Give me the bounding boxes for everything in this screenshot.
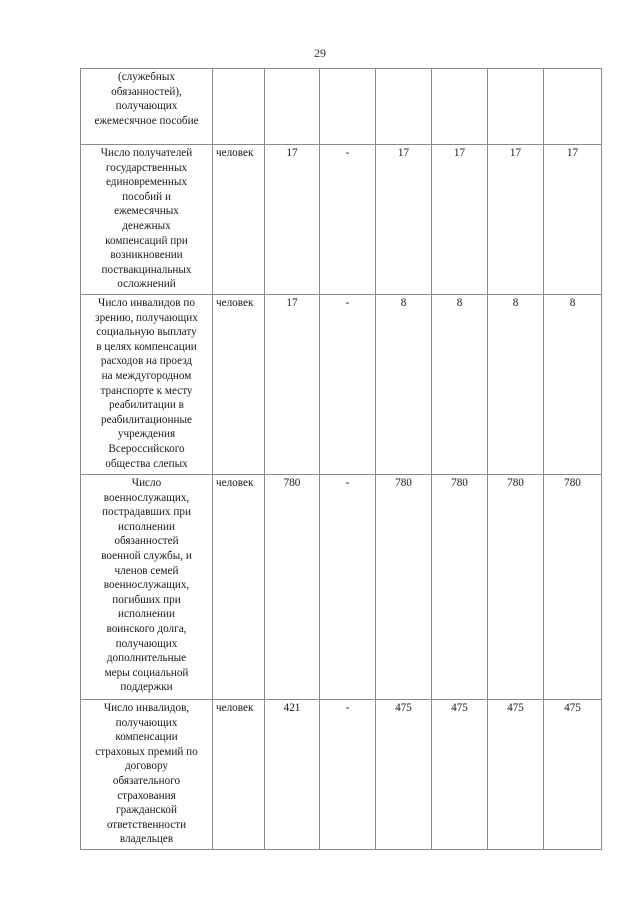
- value-cell-dash: -: [320, 700, 376, 850]
- page-number: 29: [314, 46, 326, 60]
- indicator-label: Число инвалидов, получающих компенсации страховых премий по договору обязательного страхования гражданской ответственности владельцев: [81, 700, 213, 850]
- value-cell: 8: [488, 295, 544, 475]
- value-cell-dash: -: [320, 475, 376, 700]
- value-cell: [488, 69, 544, 145]
- value-cell: 475: [432, 700, 488, 850]
- value-cell-dash: -: [320, 145, 376, 295]
- value-cell-dash: -: [320, 295, 376, 475]
- value-cell: 17: [432, 145, 488, 295]
- unit-cell: человек: [213, 475, 265, 700]
- value-cell: [432, 69, 488, 145]
- value-cell: 8: [544, 295, 602, 475]
- table-row: [81, 69, 602, 145]
- value-cell: 475: [488, 700, 544, 850]
- value-cell-base: 421: [265, 700, 320, 850]
- value-cell: 780: [544, 475, 602, 700]
- indicator-label: Число получателей государственных единовременных пособий и ежемесячных денежных компенсаций при возникновении поствакцинальных осложнений: [81, 145, 213, 295]
- unit-cell: человек: [213, 145, 265, 295]
- value-cell: 17: [488, 145, 544, 295]
- table-row: [81, 700, 602, 850]
- value-cell-base: 17: [265, 295, 320, 475]
- value-cell: 17: [376, 145, 432, 295]
- indicator-label: Число военнослужащих, пострадавших при исполнении обязанностей военной службы, и членов семей военнослужащих, погибших при исполнении воинского долга, получающих дополнительные меры социальной поддержки: [81, 475, 213, 700]
- value-cell: 780: [376, 475, 432, 700]
- value-cell: 8: [376, 295, 432, 475]
- value-cell-base: 780: [265, 475, 320, 700]
- value-cell: 8: [432, 295, 488, 475]
- value-cell: 17: [544, 145, 602, 295]
- table-row: [81, 145, 602, 295]
- table-row: [81, 295, 602, 475]
- value-cell: 780: [488, 475, 544, 700]
- value-cell: [376, 69, 432, 145]
- indicator-label: Число инвалидов по зрению, получающих социальную выплату в целях компенсации расходов на проезд на междугородном транспорте к месту реабилитации в реабилитационные учреждения Всероссийского общества слепых: [81, 295, 213, 475]
- value-cell: 475: [376, 700, 432, 850]
- value-cell: 780: [432, 475, 488, 700]
- indicator-label: (служебных обязанностей), получающих ежемесячное пособие: [81, 69, 213, 145]
- unit-cell: человек: [213, 700, 265, 850]
- unit-cell: [213, 69, 265, 145]
- value-cell: [320, 69, 376, 145]
- indicators-table: [80, 68, 602, 850]
- table-row: [81, 475, 602, 700]
- value-cell: 475: [544, 700, 602, 850]
- value-cell-base: 17: [265, 145, 320, 295]
- value-cell: [544, 69, 602, 145]
- value-cell: [265, 69, 320, 145]
- unit-cell: человек: [213, 295, 265, 475]
